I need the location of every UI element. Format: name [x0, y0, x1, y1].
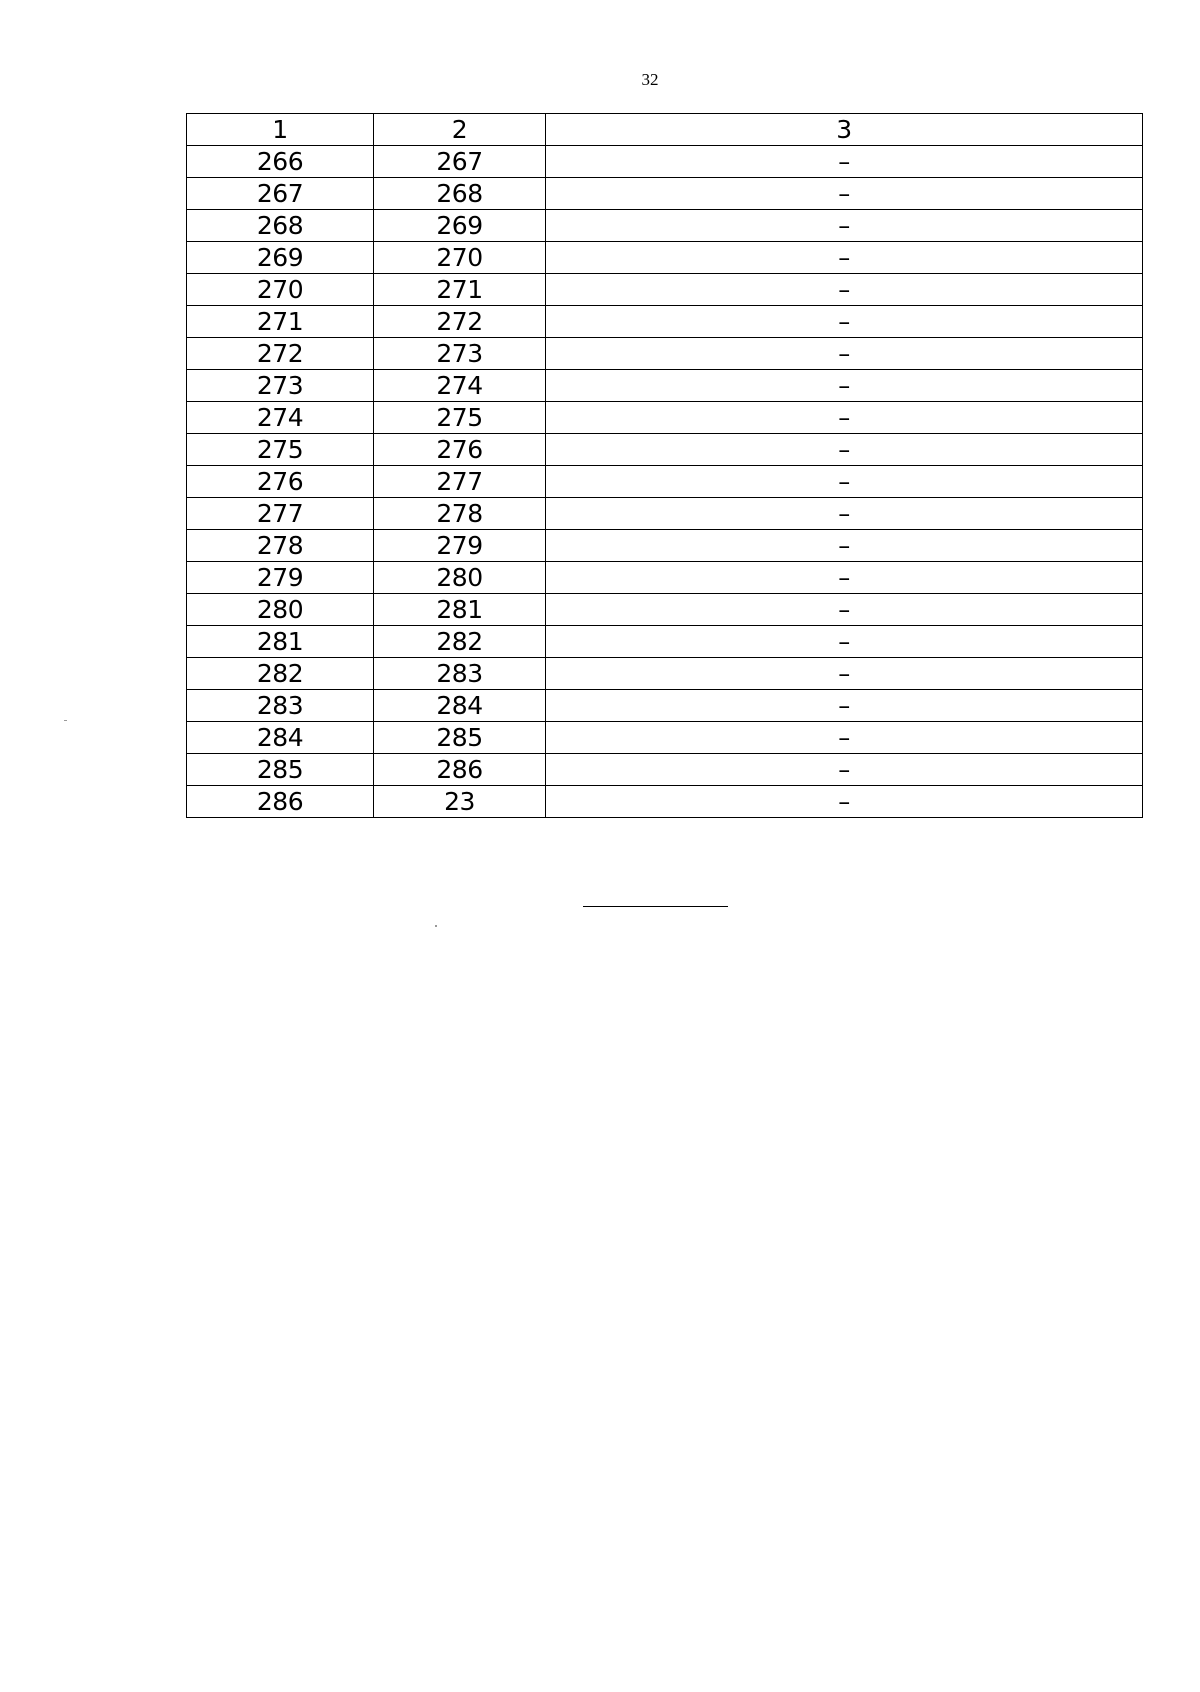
table-row	[187, 466, 1143, 498]
table-row	[187, 594, 1143, 626]
table-cell-col-3: –	[546, 530, 1143, 562]
column-header-2: 2	[374, 114, 546, 146]
table-cell-col-1: 271	[187, 306, 374, 338]
table-cell-col-1: 282	[187, 658, 374, 690]
table-cell-col-1: 285	[187, 754, 374, 786]
table-cell-col-2: 280	[374, 562, 546, 594]
margin-mark	[64, 720, 67, 721]
table-cell-col-3: –	[546, 338, 1143, 370]
table-row	[187, 402, 1143, 434]
table-cell-col-2: 23	[374, 786, 546, 818]
table-cell-col-3: –	[546, 498, 1143, 530]
table-cell-col-3: –	[546, 754, 1143, 786]
table-row	[187, 626, 1143, 658]
table-cell-col-1: 269	[187, 242, 374, 274]
table-row	[187, 690, 1143, 722]
table-cell-col-1: 273	[187, 370, 374, 402]
table-cell-col-2: 268	[374, 178, 546, 210]
table-cell-col-1: 286	[187, 786, 374, 818]
table-cell-col-2: 270	[374, 242, 546, 274]
table-cell-col-3: –	[546, 178, 1143, 210]
table-row	[187, 274, 1143, 306]
table-cell-col-3: –	[546, 370, 1143, 402]
table-cell-col-3: –	[546, 594, 1143, 626]
end-rule	[583, 906, 728, 907]
data-table-container	[186, 113, 1142, 818]
column-header-3: 3	[546, 114, 1143, 146]
stray-dot	[435, 925, 437, 927]
table-row	[187, 370, 1143, 402]
table-header-row	[187, 114, 1143, 146]
table-cell-col-3: –	[546, 786, 1143, 818]
page-number: 32	[641, 70, 659, 89]
table-cell-col-3: –	[546, 626, 1143, 658]
table-row	[187, 722, 1143, 754]
table-cell-col-2: 272	[374, 306, 546, 338]
table-cell-col-3: –	[546, 466, 1143, 498]
table-cell-col-3: –	[546, 690, 1143, 722]
table-cell-col-3: –	[546, 242, 1143, 274]
table-row	[187, 146, 1143, 178]
table-row	[187, 338, 1143, 370]
table-row	[187, 210, 1143, 242]
table-cell-col-1: 280	[187, 594, 374, 626]
table-cell-col-2: 274	[374, 370, 546, 402]
table-cell-col-2: 275	[374, 402, 546, 434]
table-row	[187, 562, 1143, 594]
table-row	[187, 754, 1143, 786]
table-cell-col-3: –	[546, 306, 1143, 338]
table-cell-col-1: 277	[187, 498, 374, 530]
table-cell-col-1: 283	[187, 690, 374, 722]
table-cell-col-2: 269	[374, 210, 546, 242]
table-cell-col-1: 278	[187, 530, 374, 562]
table-row	[187, 530, 1143, 562]
table-cell-col-2: 286	[374, 754, 546, 786]
table-cell-col-2: 282	[374, 626, 546, 658]
table-row	[187, 242, 1143, 274]
table-cell-col-3: –	[546, 722, 1143, 754]
table-cell-col-1: 281	[187, 626, 374, 658]
table-cell-col-1: 275	[187, 434, 374, 466]
table-cell-col-3: –	[546, 402, 1143, 434]
table-body	[187, 146, 1143, 818]
table-row	[187, 498, 1143, 530]
table-cell-col-2: 271	[374, 274, 546, 306]
table-cell-col-2: 277	[374, 466, 546, 498]
table-row	[187, 434, 1143, 466]
table-cell-col-2: 273	[374, 338, 546, 370]
table-row	[187, 786, 1143, 818]
table-cell-col-2: 285	[374, 722, 546, 754]
table-cell-col-2: 283	[374, 658, 546, 690]
table-row	[187, 178, 1143, 210]
table-row	[187, 658, 1143, 690]
table-cell-col-1: 279	[187, 562, 374, 594]
table-cell-col-1: 268	[187, 210, 374, 242]
column-header-1: 1	[187, 114, 374, 146]
table-cell-col-1: 284	[187, 722, 374, 754]
table-cell-col-1: 274	[187, 402, 374, 434]
table-cell-col-3: –	[546, 562, 1143, 594]
table-cell-col-1: 266	[187, 146, 374, 178]
table-cell-col-3: –	[546, 434, 1143, 466]
table-cell-col-3: –	[546, 146, 1143, 178]
table-cell-col-3: –	[546, 274, 1143, 306]
table-cell-col-1: 272	[187, 338, 374, 370]
table-cell-col-3: –	[546, 210, 1143, 242]
table-cell-col-1: 267	[187, 178, 374, 210]
table-cell-col-2: 278	[374, 498, 546, 530]
table-cell-col-1: 276	[187, 466, 374, 498]
table-cell-col-2: 284	[374, 690, 546, 722]
table-row	[187, 306, 1143, 338]
table-cell-col-2: 267	[374, 146, 546, 178]
table-cell-col-2: 276	[374, 434, 546, 466]
table-cell-col-2: 279	[374, 530, 546, 562]
table-cell-col-1: 270	[187, 274, 374, 306]
data-table	[186, 113, 1143, 818]
table-cell-col-2: 281	[374, 594, 546, 626]
table-cell-col-3: –	[546, 658, 1143, 690]
